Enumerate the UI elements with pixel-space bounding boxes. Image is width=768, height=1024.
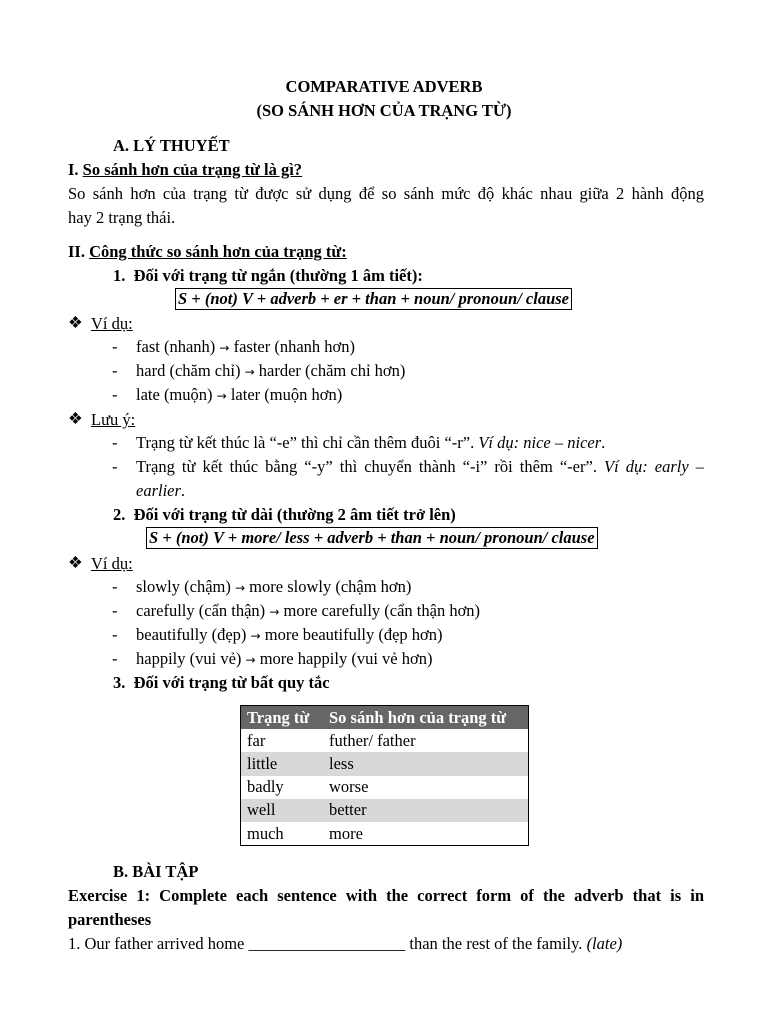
note-text: Trạng từ kết thúc bằng “-y” thì chuyển thành “-i” rồi thêm “-er”. <box>136 457 605 476</box>
table-cell: worse <box>329 777 369 797</box>
note-example-cont: earlier <box>136 481 181 500</box>
section-b-heading: B. BÀI TẬP <box>113 862 199 881</box>
arrow-right-icon: → <box>219 341 230 355</box>
sub3-number: 3. <box>113 673 126 692</box>
part-ii-heading <box>68 242 347 262</box>
dash-icon: - <box>112 337 118 356</box>
arrow-right-icon: → <box>245 653 256 667</box>
sub1-example-bullet-icon: ❖ <box>68 313 83 332</box>
sub2-example-3 <box>136 625 443 646</box>
part-ii-number: II. <box>68 242 85 261</box>
sub2-title: Đối với trạng từ dài (thường 2 âm tiết trở lên) <box>133 505 456 524</box>
part-ii-title: Công thức so sánh hơn của trạng từ: <box>89 242 347 261</box>
sub2-formula-wrap <box>146 527 598 549</box>
table-cell: well <box>241 799 324 822</box>
example-comparative: later (muộn hơn) <box>230 385 343 404</box>
example-comparative: more carefully (cẩn thận hơn) <box>283 601 481 620</box>
table-row <box>241 776 529 799</box>
table-cell: futher/ father <box>329 730 416 750</box>
table-cell: more <box>329 823 363 843</box>
irregular-adverbs-table <box>240 705 529 846</box>
note-text: Trạng từ kết thúc là “-e” thì chỉ cần thêm đuôi “-r”. <box>136 433 479 452</box>
arrow-right-icon: → <box>269 605 280 619</box>
table-cell: little <box>241 752 324 775</box>
example-comparative: harder (chăm chỉ hơn) <box>258 361 406 380</box>
arrow-right-icon: → <box>250 629 261 643</box>
table-row <box>241 822 529 846</box>
sub1-heading <box>113 266 423 286</box>
table-row <box>241 729 529 752</box>
note-example: Ví dụ: nice – nicer <box>478 433 602 452</box>
table-cell: better <box>323 799 529 822</box>
sub1-formula-wrap <box>175 288 572 310</box>
example-comparative: more slowly (chậm hơn) <box>249 577 412 596</box>
arrow-right-icon: → <box>234 581 246 595</box>
table-row <box>241 799 529 822</box>
exercise-1-question-1 <box>68 934 622 954</box>
sub3-title: Đối với trạng từ bất quy tắc <box>133 673 330 692</box>
sub2-example-label: Ví dụ: <box>91 554 133 573</box>
part-i-title: So sánh hơn của trạng từ là gì? <box>82 160 303 179</box>
sub1-example-2 <box>136 361 405 382</box>
table-header-cell: So sánh hơn của trạng từ <box>323 706 529 730</box>
sub2-formula-box: S + (not) V + more/ less + adverb + than + noun/ pronoun/ clause <box>146 527 598 549</box>
exercise-1-title-line2: parentheses <box>68 910 152 929</box>
note-end: . <box>180 481 186 500</box>
dash-icon: - <box>112 433 118 452</box>
sub1-note-2 <box>136 457 704 477</box>
sub1-number: 1. <box>113 266 126 285</box>
arrow-right-icon: → <box>244 365 255 379</box>
sub1-note-label: Lưu ý: <box>91 410 136 429</box>
sub2-heading <box>113 505 456 525</box>
example-base: slowly (chậm) <box>136 577 231 596</box>
example-base: happily (vui vẻ) <box>136 649 242 668</box>
part-i-body-line1: So sánh hơn của trạng từ được sử dụng để so sánh mức độ khác nhau giữa 2 hành động <box>68 184 704 203</box>
question-text: 1. Our father arrived home ___________________ than the rest of the family. <box>68 934 587 953</box>
question-hint: (late) <box>586 934 623 953</box>
table-cell: less <box>323 752 529 775</box>
page-subtitle: (SO SÁNH HƠN CỦA TRẠNG TỪ) <box>256 101 512 120</box>
example-comparative: more happily (vui vẻ hơn) <box>259 649 433 668</box>
sub2-example-2 <box>136 601 480 622</box>
sub1-example-1 <box>136 337 355 358</box>
dash-icon: - <box>112 649 118 668</box>
table-cell: much <box>247 823 284 843</box>
sub2-example-1 <box>136 577 411 598</box>
sub1-note-2-cont <box>136 481 185 501</box>
table-header-cell: Trạng từ <box>241 706 324 730</box>
sub1-example-3 <box>136 385 342 406</box>
example-comparative: faster (nhanh hơn) <box>233 337 356 356</box>
arrow-right-icon: → <box>216 389 227 403</box>
sub2-number: 2. <box>113 505 126 524</box>
dash-icon: - <box>112 625 118 644</box>
part-i-heading <box>68 160 302 180</box>
example-base: fast (nhanh) <box>136 337 216 356</box>
dash-icon: - <box>112 577 118 596</box>
sub1-note-1 <box>136 433 605 453</box>
sub1-title: Đối với trạng từ ngắn (thường 1 âm tiết): <box>133 266 423 285</box>
example-base: beautifully (đẹp) <box>136 625 247 644</box>
table-header-row <box>241 706 529 730</box>
exercise-1-title-line1: Exercise 1: Complete each sentence with the correct form of the adverb that is in <box>68 886 704 905</box>
sub1-example-label: Ví dụ: <box>91 314 133 333</box>
sub3-heading <box>113 673 330 693</box>
example-base: hard (chăm chỉ) <box>136 361 241 380</box>
example-base: carefully (cẩn thận) <box>136 601 266 620</box>
note-end: . <box>601 433 606 452</box>
part-i-body-line2: hay 2 trạng thái. <box>68 208 176 227</box>
dash-icon: - <box>112 361 118 380</box>
note-bullet-icon: ❖ <box>68 409 83 428</box>
example-comparative: more beautifully (đẹp hơn) <box>264 625 443 644</box>
dash-icon: - <box>112 601 118 620</box>
table-row <box>241 752 529 775</box>
sub1-formula-box: S + (not) V + adverb + er + than + noun/ pronoun/ clause <box>175 288 572 310</box>
table-cell: far <box>247 730 266 750</box>
page-title: COMPARATIVE ADVERB <box>285 77 483 96</box>
example-base: late (muộn) <box>136 385 213 404</box>
part-i-number: I. <box>68 160 79 179</box>
dash-icon: - <box>112 457 118 476</box>
section-a-heading: A. LÝ THUYẾT <box>113 136 230 155</box>
note-example: Ví dụ: early – <box>604 457 705 476</box>
sub2-example-4 <box>136 649 432 670</box>
table-cell: badly <box>247 777 284 797</box>
dash-icon: - <box>112 385 118 404</box>
sub2-example-bullet-icon: ❖ <box>68 553 83 572</box>
